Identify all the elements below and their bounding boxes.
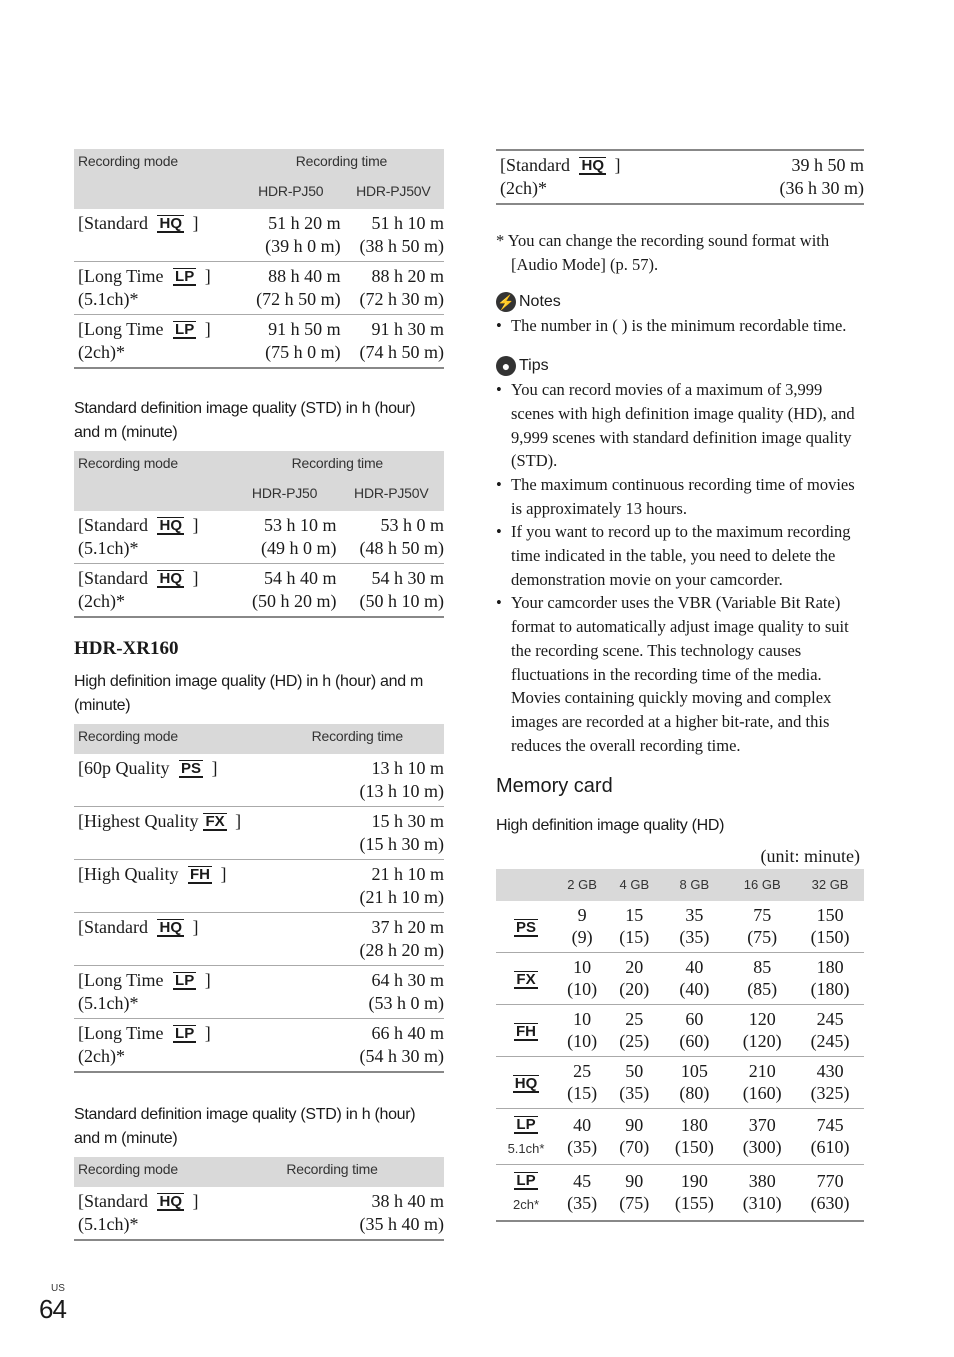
- time-value: 245: [816, 1008, 844, 1029]
- time-minimum: (50 h 20 m): [252, 590, 337, 611]
- header-recording-mode: Recording mode: [74, 451, 231, 481]
- table-row: [496, 150, 864, 204]
- header-model-a: HDR-PJ50: [239, 179, 343, 209]
- time-value: 10: [573, 956, 592, 977]
- quality-mode-icon: HQ: [159, 919, 182, 936]
- header-recording-time: Recording time: [312, 724, 444, 754]
- time-minimum: (60): [679, 1031, 710, 1052]
- mode-label: [Long Time: [78, 1023, 169, 1043]
- audio-format-label: 2ch*: [512, 1197, 540, 1213]
- recording-time-table-std-pj50: [74, 451, 444, 618]
- notes-list: [496, 314, 864, 338]
- recording-time-cell: [660, 901, 728, 953]
- header-recording-time: Recording time: [286, 1157, 444, 1187]
- time-value: 210: [748, 1060, 776, 1081]
- notes-icon: ⚡: [497, 294, 515, 311]
- time-value: 90: [625, 1170, 644, 1191]
- quality-mode-icon: LP: [516, 1115, 536, 1133]
- time-minimum: (36 h 30 m): [779, 177, 864, 198]
- time-value: 88 h 20 m: [371, 266, 444, 286]
- time-minimum: (325): [810, 1083, 850, 1104]
- recording-time-cell: [556, 1004, 608, 1056]
- recording-time-cell: [556, 1108, 608, 1164]
- time-minimum: (15): [619, 927, 650, 948]
- time-value: 45: [573, 1170, 592, 1191]
- audio-format-label: (2ch)*: [78, 590, 125, 611]
- time-minimum: (35): [619, 1083, 650, 1104]
- mode-label-close: ]: [187, 515, 199, 535]
- table-row: [496, 1056, 864, 1108]
- audio-format-label: (5.1ch)*: [78, 992, 139, 1013]
- time-minimum: (28 h 20 m): [359, 939, 444, 960]
- table-row: [74, 860, 444, 913]
- quality-mode-icon: LP: [175, 972, 195, 989]
- recording-time-cell: [231, 511, 339, 564]
- mode-label: [Standard: [78, 515, 153, 535]
- time-minimum: (35 h 40 m): [359, 1213, 444, 1234]
- recording-time-cell: [312, 1019, 444, 1073]
- time-value: 40: [573, 1114, 592, 1135]
- list-item: • You can record movies of a maximum of 3,999 scenes with high definition image quality (HD), and 9,999 scenes with standard definition image quality (STD).: [496, 378, 864, 473]
- mode-label: [Long Time: [78, 970, 169, 990]
- time-value: 54 h 40 m: [264, 568, 337, 588]
- time-minimum: (150): [674, 1137, 714, 1158]
- memory-card-title: Memory card: [496, 775, 613, 798]
- table-row: [74, 1019, 444, 1073]
- time-value: 37 h 20 m: [371, 917, 444, 937]
- recording-time-cell: [608, 901, 660, 953]
- std-heading: Standard definition image quality (STD) in h (hour) and m (minute): [74, 400, 416, 441]
- time-minimum: (10): [567, 1031, 598, 1052]
- recording-mode-cell: [74, 209, 239, 262]
- time-minimum: (25): [619, 1031, 650, 1052]
- recording-time-cell: [312, 754, 444, 807]
- mode-label: [Long Time: [78, 266, 169, 286]
- quality-mode-icon: FH: [190, 866, 210, 883]
- mode-label: [Standard: [78, 1191, 153, 1211]
- header-empty-cell: [496, 869, 556, 901]
- recording-time-cell: [556, 901, 608, 953]
- time-value: 91 h 50 m: [268, 319, 341, 339]
- recording-time-table-std-xr160: [74, 1157, 444, 1241]
- mode-label-close: ]: [187, 568, 199, 588]
- time-value: 380: [748, 1170, 776, 1191]
- recording-time-cell: [556, 1056, 608, 1108]
- recording-time-cell: [608, 1056, 660, 1108]
- time-value: 25: [625, 1008, 644, 1029]
- table-row: [74, 511, 444, 564]
- recording-time-table-std-xr160-cont: [496, 149, 864, 205]
- recording-time-cell: [796, 952, 864, 1004]
- time-value: 39 h 50 m: [791, 155, 864, 175]
- right-column: [496, 149, 864, 1222]
- list-item: • Your camcorder uses the VBR (Variable Bit Rate) format to automatically adjust image quality to suit the recording scene. This technology causes fluctuations in the recording time of the media. Movies containing quickly moving and complex images are recorded at a higher bit-rate, and this reduces the overall recording time.: [496, 591, 864, 757]
- time-minimum: (10): [567, 979, 598, 1000]
- time-minimum: (39 h 0 m): [265, 235, 341, 256]
- recording-mode-cell: [74, 511, 231, 564]
- header-recording-mode: Recording mode: [74, 724, 312, 754]
- memory-card-subtitle: High definition image quality (HD): [496, 817, 725, 835]
- time-minimum: (75 h 0 m): [265, 341, 341, 362]
- time-value: 180: [816, 956, 844, 977]
- quality-mode-icon: LP: [175, 268, 195, 285]
- recording-time-cell: [286, 1187, 444, 1240]
- time-minimum: (160): [742, 1083, 782, 1104]
- recording-mode-cell: [74, 315, 239, 369]
- recording-time-cell: [556, 1164, 608, 1221]
- time-minimum: (180): [810, 979, 850, 1000]
- recording-time-cell: [796, 1004, 864, 1056]
- std-heading-2: Standard definition image quality (STD) in h (hour) and m (minute): [74, 1106, 416, 1147]
- time-minimum: (74 h 50 m): [359, 341, 444, 362]
- left-column: [74, 149, 444, 1241]
- recording-time-cell: [239, 209, 343, 262]
- audio-format-label: (5.1ch)*: [78, 537, 139, 558]
- time-minimum: (48 h 50 m): [359, 537, 444, 558]
- mode-label: [Highest Quality: [78, 811, 199, 831]
- recording-time-cell: [231, 564, 339, 618]
- page-number: 64: [39, 1294, 66, 1324]
- footnote: * You can change the recording sound format with [Audio Mode] (p. 57).: [496, 231, 830, 274]
- header-model-a: HDR-PJ50: [231, 481, 339, 511]
- quality-mode-cell: [496, 1004, 556, 1056]
- time-value: 60: [685, 1008, 704, 1029]
- header-capacity: 2 GB: [556, 869, 608, 901]
- mode-label: [Standard: [78, 213, 153, 233]
- time-value: 91 h 30 m: [371, 319, 444, 339]
- time-value: 53 h 0 m: [380, 515, 444, 535]
- notes-title: Notes: [519, 293, 561, 311]
- recording-mode-cell: [74, 1187, 286, 1240]
- recording-time-cell: [728, 1108, 796, 1164]
- time-value: 180: [680, 1114, 708, 1135]
- time-minimum: (49 h 0 m): [261, 537, 337, 558]
- recording-time-cell: [608, 1108, 660, 1164]
- header-model-b: HDR-PJ50V: [339, 481, 444, 511]
- header-model-b: HDR-PJ50V: [343, 179, 444, 209]
- list-item: • The number in ( ) is the minimum recordable time.: [496, 314, 864, 338]
- mode-label-close: ]: [230, 811, 242, 831]
- recording-time-table-hd-pj50: [74, 149, 444, 369]
- time-minimum: (13 h 10 m): [359, 780, 444, 801]
- time-minimum: (70): [619, 1137, 650, 1158]
- time-value: 25: [573, 1060, 592, 1081]
- recording-mode-cell: [74, 754, 312, 807]
- recording-mode-cell: [74, 564, 231, 618]
- recording-time-cell: [312, 966, 444, 1019]
- recording-mode-cell: [74, 913, 312, 966]
- table-row: [74, 564, 444, 618]
- quality-mode-icon: LP: [175, 1025, 195, 1042]
- time-value: 10: [573, 1008, 592, 1029]
- recording-mode-cell: [74, 860, 312, 913]
- time-value: 13 h 10 m: [371, 758, 444, 778]
- time-minimum: (15 h 30 m): [359, 833, 444, 854]
- time-minimum: (53 h 0 m): [368, 992, 444, 1013]
- list-item: • The maximum continuous recording time of movies is approximately 13 hours.: [496, 473, 864, 520]
- recording-time-cell: [796, 1164, 864, 1221]
- recording-mode-cell: [74, 966, 312, 1019]
- table-row: [496, 901, 864, 953]
- recording-time-cell: [556, 952, 608, 1004]
- time-minimum: (40): [679, 979, 710, 1000]
- quality-mode-icon: HQ: [159, 517, 182, 534]
- quality-mode-icon: HQ: [159, 215, 182, 232]
- recording-time-cell: [728, 1164, 796, 1221]
- time-minimum: (35): [567, 1137, 598, 1158]
- quality-mode-icon: PS: [181, 760, 202, 777]
- time-value: 51 h 10 m: [371, 213, 444, 233]
- quality-mode-icon: HQ: [581, 157, 604, 174]
- quality-mode-cell: [496, 1164, 556, 1221]
- mode-label: [Standard: [500, 155, 575, 175]
- time-value: 15: [625, 904, 644, 925]
- notes-heading: [496, 292, 864, 312]
- tips-heading: [496, 356, 864, 376]
- mode-label-close: ]: [200, 970, 211, 990]
- list-item: • If you want to record up to the maximum recording time indicated in the table, you need to delete the demonstration movie on your camcorder.: [496, 520, 864, 591]
- time-minimum: (80): [679, 1083, 710, 1104]
- header-recording-mode: Recording mode: [74, 1157, 286, 1187]
- recording-time-cell: [660, 1004, 728, 1056]
- header-recording-time: Recording time: [239, 149, 444, 179]
- recording-time-cell: [608, 952, 660, 1004]
- recording-time-cell: [343, 315, 444, 369]
- recording-time-cell: [716, 150, 864, 204]
- time-minimum: (21 h 10 m): [359, 886, 444, 907]
- recording-time-cell: [608, 1004, 660, 1056]
- recording-time-cell: [796, 1056, 864, 1108]
- quality-mode-icon: FX: [205, 813, 225, 830]
- table-row: [74, 315, 444, 369]
- recording-time-cell: [339, 564, 444, 618]
- time-minimum: (35): [679, 927, 710, 948]
- time-minimum: (85): [747, 979, 778, 1000]
- table-row: [74, 209, 444, 262]
- mode-label: [High Quality: [78, 864, 183, 884]
- recording-time-cell: [339, 511, 444, 564]
- time-value: 20: [625, 956, 644, 977]
- audio-format-label: (2ch)*: [500, 177, 547, 198]
- quality-mode-icon: HQ: [159, 1193, 182, 1210]
- time-value: 85: [753, 956, 772, 977]
- time-minimum: (72 h 30 m): [359, 288, 444, 309]
- recording-time-cell: [728, 901, 796, 953]
- time-value: 15 h 30 m: [371, 811, 444, 831]
- time-value: 430: [816, 1060, 844, 1081]
- time-minimum: (120): [742, 1031, 782, 1052]
- mode-label-close: ]: [200, 1023, 211, 1043]
- memory-card-table: [496, 869, 864, 1222]
- table-row: [74, 913, 444, 966]
- time-value: 38 h 40 m: [371, 1191, 444, 1211]
- quality-mode-icon: FX: [516, 971, 536, 989]
- time-minimum: (155): [674, 1193, 714, 1214]
- table-row: [74, 1187, 444, 1240]
- recording-mode-cell: [74, 1019, 312, 1073]
- recording-time-cell: [312, 807, 444, 860]
- audio-format-label: (5.1ch)*: [78, 1213, 139, 1234]
- time-value: 35: [685, 904, 704, 925]
- header-recording-time: Recording time: [231, 451, 444, 481]
- time-value: 9: [577, 904, 587, 925]
- audio-format-label: (2ch)*: [78, 341, 125, 362]
- quality-mode-icon: PS: [515, 919, 536, 937]
- table-row: [74, 807, 444, 860]
- mode-label-close: ]: [200, 266, 211, 286]
- mode-label-close: ]: [187, 1191, 199, 1211]
- time-minimum: (50 h 10 m): [359, 590, 444, 611]
- mode-label-close: ]: [216, 864, 227, 884]
- quality-mode-icon: LP: [516, 1171, 536, 1189]
- header-capacity: 32 GB: [796, 869, 864, 901]
- audio-format-label: (5.1ch)*: [78, 288, 139, 309]
- table-row: [496, 1004, 864, 1056]
- table-row: [496, 1108, 864, 1164]
- recording-time-cell: [343, 209, 444, 262]
- mode-label: [Standard: [78, 917, 153, 937]
- recording-time-cell: [343, 262, 444, 315]
- model-heading: HDR-XR160: [74, 638, 179, 659]
- recording-mode-cell: [74, 262, 239, 315]
- time-value: 53 h 10 m: [264, 515, 337, 535]
- time-value: 64 h 30 m: [371, 970, 444, 990]
- recording-time-cell: [728, 952, 796, 1004]
- recording-time-cell: [312, 860, 444, 913]
- table-row: [496, 952, 864, 1004]
- time-value: 75: [753, 904, 772, 925]
- mode-label: [Standard: [78, 568, 153, 588]
- time-value: 150: [816, 904, 844, 925]
- recording-time-cell: [239, 262, 343, 315]
- time-minimum: (9): [571, 927, 593, 948]
- mode-label: [Long Time: [78, 319, 169, 339]
- time-minimum: (35): [567, 1193, 598, 1214]
- recording-time-cell: [796, 901, 864, 953]
- time-minimum: (300): [742, 1137, 782, 1158]
- recording-mode-cell: [496, 150, 716, 204]
- header-recording-mode: Recording mode: [74, 149, 239, 179]
- recording-time-cell: [660, 1164, 728, 1221]
- quality-mode-cell: [496, 1056, 556, 1108]
- time-value: 54 h 30 m: [371, 568, 444, 588]
- header-capacity: 4 GB: [608, 869, 660, 901]
- table-header-row: [496, 869, 864, 901]
- time-minimum: (72 h 50 m): [256, 288, 341, 309]
- lightbulb-icon: ●: [496, 356, 516, 376]
- recording-time-cell: [312, 913, 444, 966]
- time-value: 90: [625, 1114, 644, 1135]
- time-minimum: (54 h 30 m): [359, 1045, 444, 1066]
- time-minimum: (20): [619, 979, 650, 1000]
- tips-list: [496, 378, 864, 757]
- mode-label: [60p Quality: [78, 758, 174, 778]
- quality-mode-icon: FH: [516, 1023, 536, 1041]
- region-code: US: [51, 1283, 65, 1294]
- mode-label-close: ]: [187, 213, 199, 233]
- time-minimum: (245): [810, 1031, 850, 1052]
- time-minimum: (310): [742, 1193, 782, 1214]
- time-value: 88 h 40 m: [268, 266, 341, 286]
- quality-mode-icon: LP: [175, 321, 195, 338]
- time-value: 370: [748, 1114, 776, 1135]
- time-minimum: (75): [747, 927, 778, 948]
- time-minimum: (630): [810, 1193, 850, 1214]
- quality-mode-cell: [496, 901, 556, 953]
- table-row: [74, 262, 444, 315]
- recording-time-cell: [728, 1004, 796, 1056]
- recording-time-cell: [608, 1164, 660, 1221]
- unit-label: (unit: minute): [760, 846, 860, 867]
- time-value: 51 h 20 m: [268, 213, 341, 233]
- time-value: 105: [680, 1060, 708, 1081]
- time-value: 120: [748, 1008, 776, 1029]
- audio-format-label: 5.1ch*: [507, 1141, 545, 1157]
- time-minimum: (75): [619, 1193, 650, 1214]
- mode-label-close: ]: [200, 319, 211, 339]
- mode-label-close: ]: [207, 758, 218, 778]
- time-value: 745: [816, 1114, 844, 1135]
- tips-title: Tips: [519, 357, 549, 375]
- time-value: 40: [685, 956, 704, 977]
- mode-label-close: ]: [609, 155, 621, 175]
- recording-time-table-hd-xr160: [74, 724, 444, 1073]
- time-value: 66 h 40 m: [371, 1023, 444, 1043]
- recording-time-cell: [660, 1108, 728, 1164]
- table-row: [74, 966, 444, 1019]
- time-value: 21 h 10 m: [371, 864, 444, 884]
- quality-mode-icon: HQ: [159, 570, 182, 587]
- quality-mode-cell: [496, 1108, 556, 1164]
- recording-mode-cell: [74, 807, 312, 860]
- hd-heading: High definition image quality (HD) in h (hour) and m (minute): [74, 673, 424, 714]
- table-row: [496, 1164, 864, 1221]
- time-value: 190: [680, 1170, 708, 1191]
- time-minimum: (15): [567, 1083, 598, 1104]
- recording-time-cell: [728, 1056, 796, 1108]
- time-value: 770: [816, 1170, 844, 1191]
- time-minimum: (38 h 50 m): [359, 235, 444, 256]
- audio-format-label: (2ch)*: [78, 1045, 125, 1066]
- header-capacity: 16 GB: [728, 869, 796, 901]
- recording-time-cell: [796, 1108, 864, 1164]
- recording-time-cell: [660, 952, 728, 1004]
- quality-mode-icon: HQ: [514, 1075, 538, 1093]
- table-row: [74, 754, 444, 807]
- recording-time-cell: [239, 315, 343, 369]
- header-capacity: 8 GB: [660, 869, 728, 901]
- time-value: 50: [625, 1060, 644, 1081]
- time-minimum: (610): [810, 1137, 850, 1158]
- recording-time-cell: [660, 1056, 728, 1108]
- mode-label-close: ]: [187, 917, 199, 937]
- time-minimum: (150): [810, 927, 850, 948]
- quality-mode-cell: [496, 952, 556, 1004]
